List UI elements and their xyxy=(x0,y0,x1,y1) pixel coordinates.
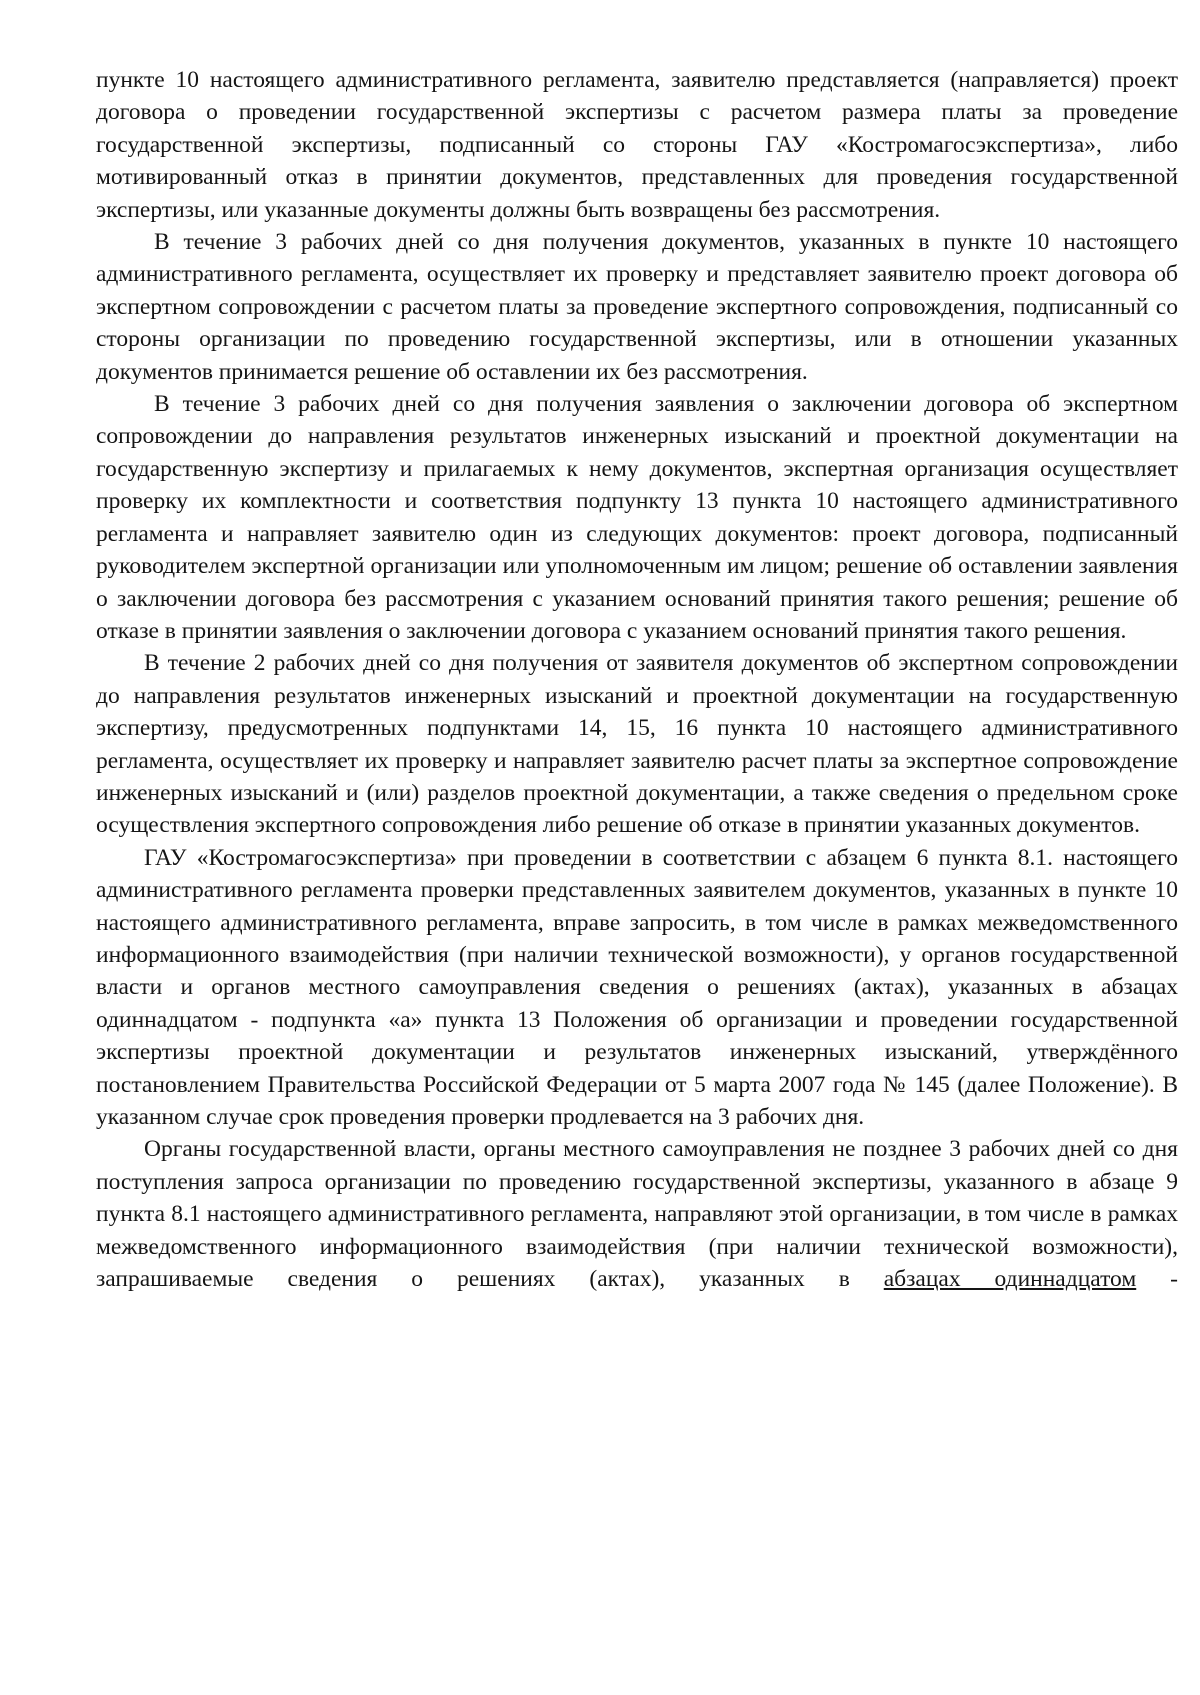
paragraph-text-before: Органы государственной власти, органы местного самоуправления не позднее 3 рабочих дней со дня поступления запроса организации по проведению государственной экспертизы, указанного в абзаце 9 пункта 8.1 настоящего административного регламента, направляют этой организации, в том числе в рамках межведомственного информационного взаимодействия (при наличии технической возможности), запрашиваемые сведения о решениях (актах), указанных в xyxy=(96,1136,1178,1293)
paragraph-continuation: пункте 10 настоящего административного регламента, заявителю представляется (направляется) проект договора о проведении государственной экспертизы с расчетом размера платы за проведение государственной экспертизы, подписанный со стороны ГАУ «Костромагосэкспертиза», либо мотивированный отказ в принятии документов, представленных для проведения государственной экспертизы, или указанные документы должны быть возвращены без рассмотрения. xyxy=(96,67,1178,223)
paragraph-application-check: В течение 3 рабочих дней со дня получения заявления о заключении договора об экспертном сопровождении до направления результатов инженерных изысканий и проектной документации на государственную экспертизу и прилагаемых к нему документов, экспертная организация осуществляет проверку их комплектности и соответствия подпункту 13 пункта 10 настоящего административного регламента и направляет заявителю один из следующих документов: проект договора, подписанный руководителем экспертной организации или уполномоченным им лицом; решение об оставлении заявления о заключении договора без рассмотрения с указанием оснований принятия такого решения; решение об отказе в принятии заявления о заключении договора с указанием оснований принятия такого решения. xyxy=(96,391,1178,644)
paragraph-contract-expert-support: В течение 3 рабочих дней со дня получения документов, указанных в пункте 10 настоящего административного регламента, осуществляет их проверку и представляет заявителю проект договора об экспертном сопровождении с расчетом платы за проведение экспертного сопровождения, подписанный со стороны организации по проведению государственной экспертизы, или в отношении указанных документов принимается решение об оставлении их без рассмотрения. xyxy=(96,229,1178,385)
paragraph-text-after: - xyxy=(1136,1266,1179,1293)
paragraph-payment-calculation: В течение 2 рабочих дней со дня получения от заявителя документов об экспертном сопровождении до направления результатов инженерных изысканий и проектной документации на государственную экспертизу, предусмотренных подпунктами 14, 15, 16 пункта 10 настоящего административного регламента, осуществляет их проверку и направляет заявителю расчет платы за экспертное сопровождение инженерных изысканий и (или) разделов проектной документации, а также сведения о предельном сроке осуществления экспертного сопровождения либо решение об отказе в принятии указанных документов. xyxy=(96,650,1178,839)
document-body xyxy=(96,64,1178,1295)
paragraph-interagency-request: ГАУ «Костромагосэкспертиза» при проведении в соответствии с абзацем 6 пункта 8.1. настоящего административного регламента проверки представленных заявителем документов, указанных в пункте 10 настоящего административного регламента, вправе запросить, в том числе в рамках межведомственного информационного взаимодействия (при наличии технической возможности), у органов государственной власти и органов местного самоуправления сведения о решениях (актах), указанных в абзацах одиннадцатом - подпункта «а» пункта 13 Положения об организации и проведении государственной экспертизы проектной документации и результатов инженерных изысканий, утверждённого постановлением Правительства Российской Федерации от 5 марта 2007 года № 145 (далее Положение). В указанном случае срок проведения проверки продлевается на 3 рабочих дня. xyxy=(96,844,1178,1130)
underlined-reference: абзацах одиннадцатом xyxy=(883,1266,1137,1293)
paragraph-authorities-response xyxy=(96,1133,1178,1295)
